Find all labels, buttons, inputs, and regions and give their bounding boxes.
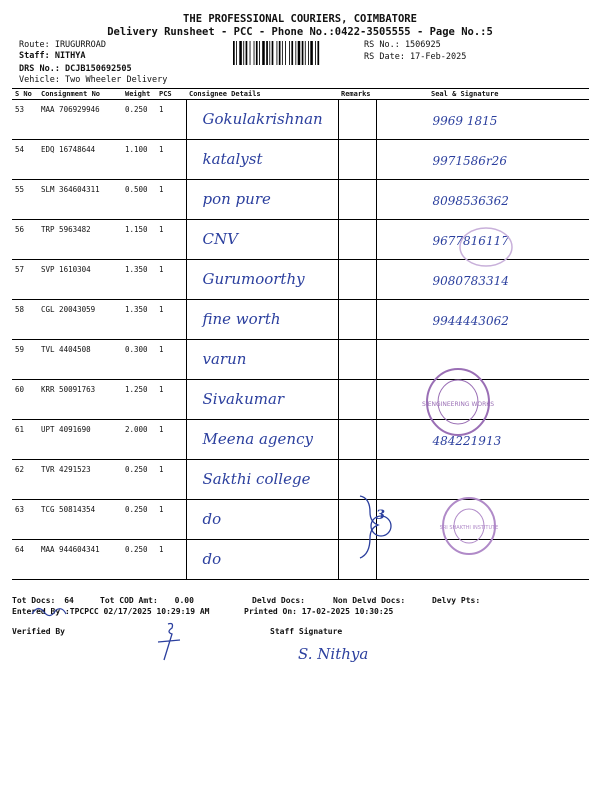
cell-consignment-no: EDQ 16748644 xyxy=(38,140,122,180)
cell-consignment-no: TCG 50814354 xyxy=(38,500,122,540)
signature-handwriting: 8098536362 xyxy=(432,194,509,208)
cell-weight: 0.250 xyxy=(122,100,156,140)
signature-handwriting: 9677816117 xyxy=(432,234,509,248)
barcode-bar xyxy=(256,41,258,65)
barcode-bar xyxy=(289,41,290,65)
cell-consignment-no: TRP 5963482 xyxy=(38,220,122,260)
cell-serial-number: 55 xyxy=(12,180,38,220)
cell-serial-number: 59 xyxy=(12,340,38,380)
vehicle-label: Vehicle: Two Wheeler Delivery xyxy=(19,75,168,85)
cell-remarks xyxy=(338,340,376,380)
company-seal-stamp xyxy=(421,366,495,438)
printed-on: Printed On: 17-02-2025 10:30:25 xyxy=(244,607,394,616)
consignee-handwriting: Sakthi college xyxy=(202,470,311,488)
barcode-bar xyxy=(279,41,281,65)
table-row xyxy=(12,500,589,540)
consignee-handwriting: Sivakumar xyxy=(202,390,285,408)
cell-weight: 0.250 xyxy=(122,500,156,540)
cell-pieces: 1 xyxy=(156,220,186,260)
cell-weight: 1.350 xyxy=(122,260,156,300)
barcode-bar xyxy=(269,41,270,65)
barcode-bar xyxy=(298,41,301,65)
barcode-bar xyxy=(315,41,316,65)
barcode-bar xyxy=(285,41,286,65)
signature-handwriting: 9971586r26 xyxy=(432,154,507,168)
table-row xyxy=(12,380,589,420)
cell-consignee xyxy=(186,340,338,380)
cell-serial-number: 56 xyxy=(12,220,38,260)
table-row xyxy=(12,420,589,460)
cell-pieces: 1 xyxy=(156,300,186,340)
column-header: S No xyxy=(12,89,38,100)
cell-serial-number: 63 xyxy=(12,500,38,540)
cell-weight: 1.100 xyxy=(122,140,156,180)
cell-weight: 0.250 xyxy=(122,460,156,500)
cell-remarks xyxy=(338,420,376,460)
cell-remarks xyxy=(338,100,376,140)
cell-pieces: 1 xyxy=(156,100,186,140)
signature-handwriting: 484221913 xyxy=(432,434,502,448)
cell-consignee xyxy=(186,540,338,580)
cell-seal-signature xyxy=(376,140,589,180)
cell-weight: 1.150 xyxy=(122,220,156,260)
total-docs-value: 64 xyxy=(64,596,74,605)
cell-pieces: 1 xyxy=(156,340,186,380)
barcode-bar xyxy=(308,41,309,65)
seal-text: S ENGINEERING WORKS xyxy=(421,401,495,408)
total-cod xyxy=(100,596,194,606)
cell-weight: 2.000 xyxy=(122,420,156,460)
entered-by-scribble xyxy=(30,602,70,620)
barcode-bar xyxy=(266,41,268,65)
barcode-bar xyxy=(259,41,260,65)
rs-date: RS Date: 17-Feb-2025 xyxy=(364,52,467,62)
barcode-bar xyxy=(291,41,293,65)
barcode-bar xyxy=(246,41,248,65)
cell-remarks xyxy=(338,260,376,300)
barcode-bar xyxy=(302,41,304,65)
cell-serial-number: 60 xyxy=(12,380,38,420)
column-header: Remarks xyxy=(338,89,376,100)
barcode-bar xyxy=(233,41,235,65)
delivery-points: Delvy Pts: xyxy=(432,596,481,605)
cell-weight: 1.350 xyxy=(122,300,156,340)
cell-remarks xyxy=(338,300,376,340)
cell-weight: 0.500 xyxy=(122,180,156,220)
barcode-bar xyxy=(295,41,296,65)
cell-consignee xyxy=(186,220,338,260)
cell-serial-number: 62 xyxy=(12,460,38,500)
total-cod-label: Tot COD Amt: xyxy=(100,596,158,605)
cell-remarks xyxy=(338,140,376,180)
cell-serial-number: 53 xyxy=(12,100,38,140)
consignee-handwriting: varun xyxy=(202,350,247,368)
cell-consignment-no: UPT 4091690 xyxy=(38,420,122,460)
company-title: THE PROFESSIONAL COURIERS, COIMBATORE xyxy=(183,13,417,25)
cell-serial-number: 58 xyxy=(12,300,38,340)
cell-consignment-no: SVP 1610304 xyxy=(38,260,122,300)
cell-pieces: 1 xyxy=(156,540,186,580)
barcode-bar xyxy=(239,41,242,65)
cell-consignment-no: SLM 364604311 xyxy=(38,180,122,220)
seal-text: SRI SHAKTHI INSTITUTE xyxy=(439,525,499,531)
cell-pieces: 1 xyxy=(156,420,186,460)
cell-consignee xyxy=(186,500,338,540)
column-header: PCS xyxy=(156,89,186,100)
bracket-annotation xyxy=(356,492,396,562)
cell-consignment-no: TVL 4404508 xyxy=(38,340,122,380)
consignee-handwriting: Gokulakrishnan xyxy=(202,110,323,128)
consignee-handwriting: katalyst xyxy=(202,150,263,168)
entered-by: Entered By :TPCPCC 02/17/2025 10:29:19 AM xyxy=(12,607,210,616)
cell-consignee xyxy=(186,260,338,300)
cell-weight: 1.250 xyxy=(122,380,156,420)
column-header: Consignee Details xyxy=(186,89,338,100)
consignee-handwriting: Gurumoorthy xyxy=(202,270,305,288)
cell-serial-number: 57 xyxy=(12,260,38,300)
consignee-handwriting: fine worth xyxy=(202,310,281,328)
total-docs-label: Tot Docs: xyxy=(12,596,56,605)
cell-serial-number: 64 xyxy=(12,540,38,580)
cell-pieces: 1 xyxy=(156,460,186,500)
table-row xyxy=(12,340,589,380)
cell-pieces: 1 xyxy=(156,180,186,220)
cell-pieces: 1 xyxy=(156,380,186,420)
barcode-bar xyxy=(317,41,319,65)
non-delivered-docs: Non Delvd Docs: xyxy=(333,596,406,605)
cell-remarks xyxy=(338,220,376,260)
cell-pieces: 1 xyxy=(156,260,186,300)
cell-consignee xyxy=(186,420,338,460)
signature-handwriting xyxy=(377,460,590,474)
consignee-handwriting: do xyxy=(202,550,222,568)
staff-signature-label: Staff Signature xyxy=(270,627,343,636)
delivered-docs: Delvd Docs: xyxy=(252,596,305,605)
cell-consignee xyxy=(186,460,338,500)
verifier-signature xyxy=(150,620,190,664)
runsheet-table xyxy=(12,88,589,580)
consignee-handwriting: pon pure xyxy=(202,190,271,208)
barcode-bar xyxy=(236,41,237,65)
cell-remarks xyxy=(338,380,376,420)
cell-seal-signature xyxy=(376,460,589,500)
route-label: Route: IRUGURROAD xyxy=(19,40,106,50)
signature-handwriting xyxy=(377,340,590,354)
cell-consignment-no: TVR 4291523 xyxy=(38,460,122,500)
table-header-row xyxy=(12,89,589,100)
cell-consignee xyxy=(186,180,338,220)
barcode-bar xyxy=(243,41,244,65)
barcode-bar xyxy=(282,41,283,65)
table-row xyxy=(12,100,589,140)
cell-consignee xyxy=(186,100,338,140)
cell-seal-signature xyxy=(376,100,589,140)
cell-pieces: 1 xyxy=(156,140,186,180)
cell-seal-signature xyxy=(376,300,589,340)
cell-consignment-no: CGL 20043059 xyxy=(38,300,122,340)
signature-handwriting: 9944443062 xyxy=(432,314,509,328)
table-row xyxy=(12,180,589,220)
bracket-count: 3 xyxy=(376,508,386,523)
table-row xyxy=(12,140,589,180)
barcode-image xyxy=(233,41,357,65)
cell-remarks xyxy=(338,180,376,220)
consignee-handwriting: CNV xyxy=(202,230,238,248)
cell-consignment-no: MAA 706929946 xyxy=(38,100,122,140)
cell-consignee xyxy=(186,380,338,420)
institute-seal-stamp xyxy=(440,495,498,557)
cell-consignment-no: MAA 944604341 xyxy=(38,540,122,580)
drs-number: DRS No.: DCJB150692505 xyxy=(19,64,132,74)
total-cod-value: 0.00 xyxy=(174,596,194,605)
staff-label: Staff: NITHYA xyxy=(19,51,86,61)
signature-handwriting: 9969 1815 xyxy=(432,114,498,128)
cell-pieces: 1 xyxy=(156,500,186,540)
faded-stamp xyxy=(458,226,514,268)
verified-by-label: Verified By xyxy=(12,627,65,636)
signature-handwriting: 9080783314 xyxy=(432,274,509,288)
table-row xyxy=(12,460,589,500)
table-row xyxy=(12,300,589,340)
consignee-handwriting: do xyxy=(202,510,222,528)
consignee-handwriting: Meena agency xyxy=(202,430,313,448)
cell-serial-number: 61 xyxy=(12,420,38,460)
barcode-bar xyxy=(272,41,274,65)
cell-weight: 0.300 xyxy=(122,340,156,380)
runsheet-subtitle: Delivery Runsheet - PCC - Phone No.:0422-3505555 - Page No.:5 xyxy=(107,26,493,38)
table-row xyxy=(12,540,589,580)
barcode-bar xyxy=(250,41,251,65)
barcode-bar xyxy=(310,41,313,65)
column-header: Seal & Signature xyxy=(376,89,589,100)
cell-serial-number: 54 xyxy=(12,140,38,180)
cell-consignee xyxy=(186,300,338,340)
rs-number: RS No.: 1506925 xyxy=(364,40,441,50)
barcode-bar xyxy=(305,41,306,65)
cell-weight: 0.250 xyxy=(122,540,156,580)
cell-seal-signature xyxy=(376,180,589,220)
cell-consignment-no: KRR 50091763 xyxy=(38,380,122,420)
column-header: Consignment No xyxy=(38,89,122,100)
barcode-bar xyxy=(277,41,278,65)
barcode-bar xyxy=(254,41,255,65)
staff-signed-name: S. Nithya xyxy=(298,645,369,663)
barcode-bar xyxy=(262,41,265,65)
cell-consignee xyxy=(186,140,338,180)
column-header: Weight xyxy=(122,89,156,100)
